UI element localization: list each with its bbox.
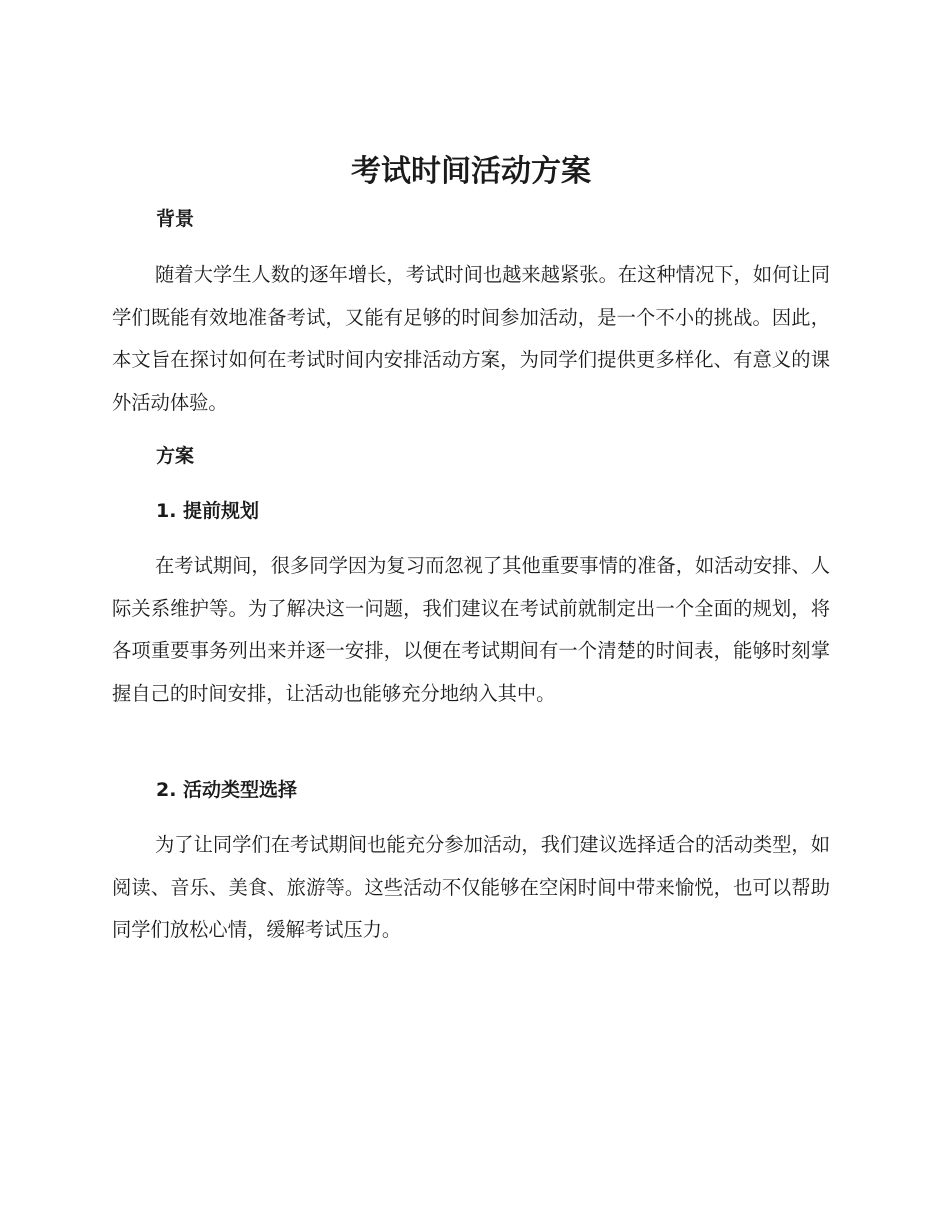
background-heading: 背景 [156,208,195,230]
document-title: 考试时间活动方案 [351,154,591,189]
step2-paragraph: 为了让同学们在考试期间也能充分参加活动，我们建议选择适合的活动类型，如阅读、音乐、美食、旅游等。这些活动不仅能够在空闲时间中带来愉悦，也可以帮助同学们放松心情，缓解考试压力。 [112,833,830,941]
step2-heading: 2. 活动类型选择 [156,779,298,801]
plan-heading: 方案 [156,445,195,467]
step1-paragraph: 在考试期间，很多同学因为复习而忽视了其他重要事情的准备，如活动安排、人际关系维护等。为了解决这一问题，我们建议在考试前就制定出一个全面的规划，将各项重要事务列出来并逐一安排，以便在考试期间有一个清楚的时间表，能够时刻掌握自己的时间安排，让活动也能够充分地纳入其中。 [112,554,830,705]
step1-heading: 1. 提前规划 [156,500,260,522]
background-paragraph: 随着大学生人数的逐年增长，考试时间也越来越紧张。在这种情况下，如何让同学们既能有效地准备考试，又能有足够的时间参加活动，是一个不小的挑战。因此，本文旨在探讨如何在考试时间内安排活动方案，为同学们提供更多样化、有意义的课外活动体验。 [112,263,830,414]
